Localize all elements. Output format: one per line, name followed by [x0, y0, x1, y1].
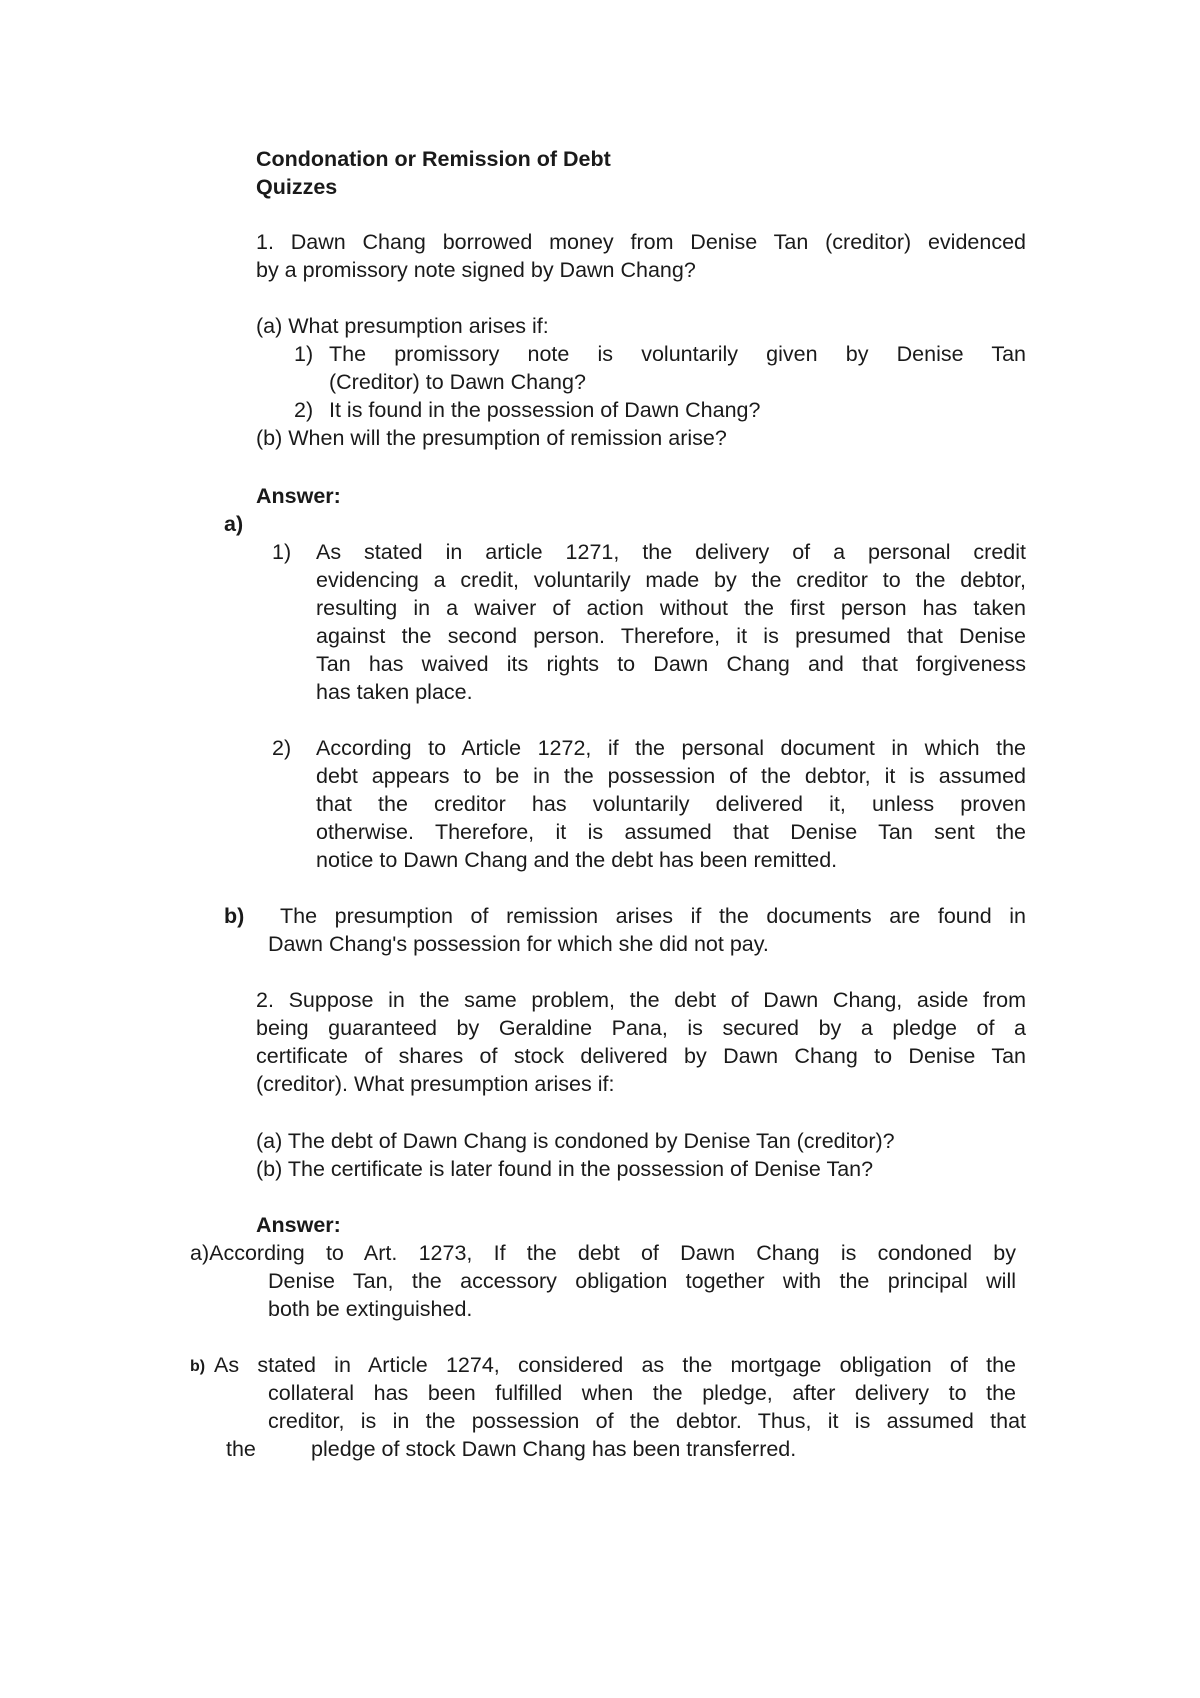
answer-a2-number: 2) [272, 736, 292, 760]
answer-a1-line: resulting in a waiver of action without the first person has taken [316, 596, 1026, 620]
answer-a1-line: As stated in article 1271, the delivery of a personal credit [316, 540, 1026, 564]
answer-b-line: Dawn Chang's possession for which she did not pay. [268, 932, 769, 956]
answer-heading: Answer: [256, 484, 341, 508]
answer-a1-line: Tan has waived its rights to Dawn Chang and that forgiveness [316, 652, 1026, 676]
answer-a2-line: According to Article 1272, if the personal document in which the [316, 736, 1026, 760]
q1-a1-number: 1) [294, 342, 314, 366]
answer2-b-line: the [226, 1437, 256, 1461]
answer-a1-line: against the second person. Therefore, it is presumed that Denise [316, 624, 1026, 648]
document-subtitle: Quizzes [256, 175, 338, 199]
q1-a1-text: The promissory note is voluntarily given by Denise Tan [329, 342, 1026, 366]
answer-a1-line: has taken place. [316, 680, 473, 704]
q1-a2-text: It is found in the possession of Dawn Chang? [329, 398, 761, 422]
q1-a2-number: 2) [294, 398, 314, 422]
answer-a2-line: notice to Dawn Chang and the debt has been remitted. [316, 848, 838, 872]
q2-text-line: (creditor). What presumption arises if: [256, 1072, 615, 1096]
answer2-b-line: pledge of stock Dawn Chang has been transferred. [311, 1437, 797, 1461]
q2-text-line: certificate of shares of stock delivered by Dawn Chang to Denise Tan [256, 1044, 1026, 1068]
document-title: Condonation or Remission of Debt [256, 147, 611, 171]
answer2-a-line: Denise Tan, the accessory obligation together with the principal will [268, 1269, 1016, 1293]
q2-text-line: 2. Suppose in the same problem, the debt of Dawn Chang, aside from [256, 988, 1026, 1012]
answer-heading: Answer: [256, 1213, 341, 1237]
q2-part-a: (a) The debt of Dawn Chang is condoned by Denise Tan (creditor)? [256, 1129, 895, 1153]
answer2-b-line: As stated in Article 1274, considered as the mortgage obligation of the [214, 1353, 1016, 1377]
answer2-b-label: b) [190, 1358, 206, 1375]
answer-a2-line: that the creditor has voluntarily delivered it, unless proven [316, 792, 1026, 816]
answer-a2-line: debt appears to be in the possession of the debtor, it is assumed [316, 764, 1026, 788]
answer-b-line: The presumption of remission arises if the documents are found in [280, 904, 1026, 928]
answer-b-label: b) [224, 904, 245, 928]
answer-a1-line: evidencing a credit, voluntarily made by the creditor to the debtor, [316, 568, 1026, 592]
q1-part-b: (b) When will the presumption of remission arise? [256, 426, 727, 450]
answer2-a-line: a)According to Art. 1273, If the debt of Dawn Chang is condoned by [190, 1241, 1016, 1265]
answer-a2-line: otherwise. Therefore, it is assumed that Denise Tan sent the [316, 820, 1026, 844]
q2-part-b: (b) The certificate is later found in the possession of Denise Tan? [256, 1157, 874, 1181]
q2-text-line: being guaranteed by Geraldine Pana, is secured by a pledge of a [256, 1016, 1026, 1040]
q1-a1-text: (Creditor) to Dawn Chang? [329, 370, 586, 394]
answer2-b-line: creditor, is in the possession of the debtor. Thus, it is assumed that [268, 1409, 1026, 1433]
answer2-a-line: both be extinguished. [268, 1297, 473, 1321]
answer-a-label: a) [224, 512, 244, 536]
q1-text-line: 1. Dawn Chang borrowed money from Denise Tan (creditor) evidenced [256, 230, 1026, 254]
q1-text-line: by a promissory note signed by Dawn Chang? [256, 258, 696, 282]
q1-part-a: (a) What presumption arises if: [256, 314, 549, 338]
answer-a1-number: 1) [272, 540, 292, 564]
answer2-b-line: collateral has been fulfilled when the pledge, after delivery to the [268, 1381, 1016, 1405]
